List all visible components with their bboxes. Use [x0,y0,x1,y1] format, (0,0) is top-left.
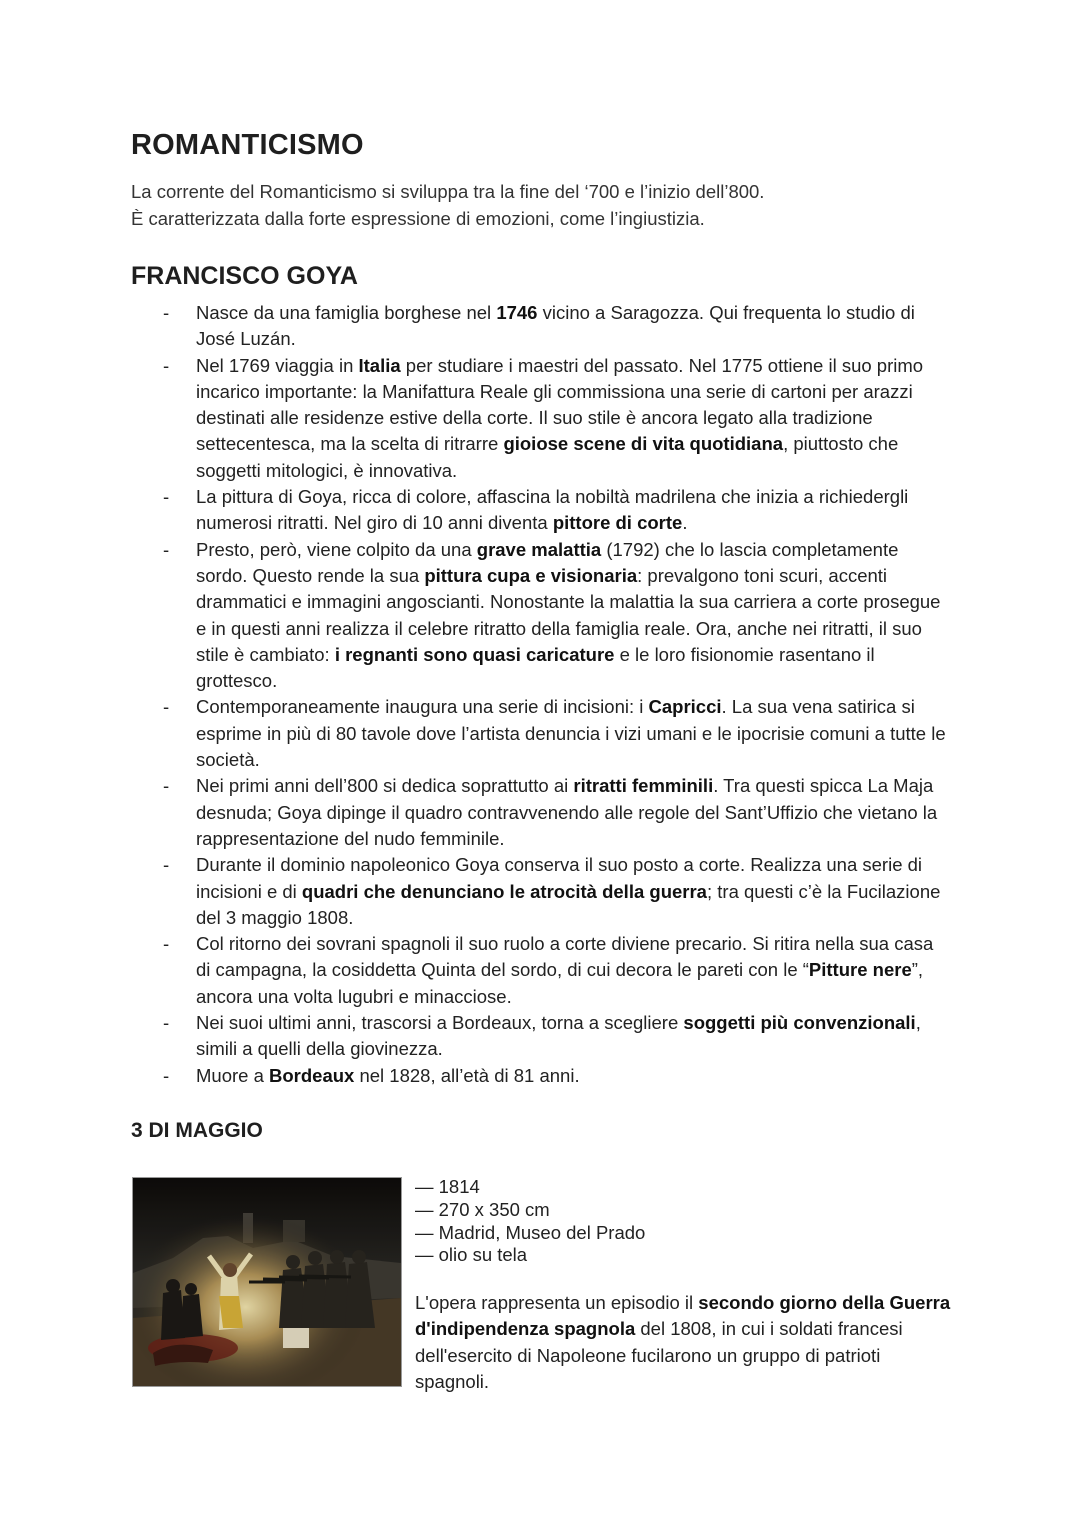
text-segment: ; tra questi c’è la Fucilazione del 3 maggio 1808. [196,880,941,928]
text-segment: Nei suoi ultimi anni, trascorsi a Bordeaux, torna a scegliere [196,1012,684,1034]
text-segment: per studiare i maestri del passato. Nel 1775 ottiene il suo primo incarico importante: la Manifattura Reale gli commissiona una serie di cartoni per arazzi destinati alle residenze estive della corte. Il suo stile è ancora legato alla tradizione settecentesca, ma la scelta di ritrarre [196,354,924,455]
bullet-dash: - [163,486,170,508]
biography-item [131,537,951,695]
artwork-title: 3 DI MAGGIO [131,1119,263,1142]
text-segment: Nasce da una famiglia borghese nel [196,302,497,323]
artwork-fact: — olio su tela [415,1244,528,1266]
biography-item [131,694,951,773]
bold-text: Italia [358,354,401,376]
bold-text: pittura cupa e visionaria [424,564,638,586]
intro-line: È caratterizzata dalla forte espressione di emozioni, come l’ingiustizia. [131,207,705,229]
biography-item [131,1010,951,1063]
text-segment: Nel 1769 viaggia in [196,354,359,376]
bold-text: soggetti più convenzionali [683,1012,916,1034]
artwork-fact: — 1814 [415,1176,480,1197]
artwork-facts-list [415,1176,645,1267]
bold-text: pittore di corte [552,512,683,534]
text-segment: del 1808, in cui i soldati francesi dell'esercito di Napoleone fucilarono un gruppo di patrioti spagnoli. [415,1318,903,1392]
text-segment: e le loro fisionomie rasentano il grottesco. [196,643,875,692]
biography-item [131,773,951,852]
text-segment: ”, ancora una volta lugubri e minacciose. [196,959,924,1007]
text-segment: L'opera rappresenta un episodio il [415,1292,699,1313]
artwork-description [415,1290,955,1395]
bold-text: ritratti femminili [573,775,714,797]
bullet-dash: - [163,1012,170,1034]
text-segment: nel 1828, all’età di 81 anni. [354,1064,580,1086]
artwork-fact: — Madrid, Museo del Prado [415,1221,646,1243]
bold-text: secondo giorno della Guerra d'indipendenza spagnola [415,1292,951,1340]
text-segment: , piuttosto che soggetti mitologici, è innovativa. [196,433,899,481]
bullet-dash: - [163,538,170,560]
text-segment: Col ritorno dei sovrani spagnoli il suo ruolo a corte diviene precario. Si ritira nella sua casa di campagna, la cosiddetta Quinta del sordo, di cui decora le pareti con le “ [196,933,934,981]
intro-paragraph [131,179,951,232]
text-segment: Contemporaneamente inaugura una serie di incisioni: i [196,696,649,718]
bullet-dash: - [163,1064,170,1086]
biography-item [131,931,951,1010]
bold-text: gioiose scene di vita quotidiana [503,433,784,455]
section-title: FRANCISCO GOYA [131,262,358,290]
bold-text: quadri che denunciano le atrocità della guerra [301,880,707,902]
bold-text: Pitture nere [808,959,912,981]
text-segment: , simili a quelli della giovinezza. [196,1012,921,1060]
bullet-dash: - [163,854,170,876]
biography-item [131,300,951,353]
text-segment: vicino a Saragozza. Qui frequenta lo studio di José Luzán. [196,302,915,350]
bold-text: i regnanti sono quasi caricature [334,643,615,665]
text-segment: . La sua vena satirica si esprime in più di 80 tavole dove l’artista denuncia i vizi umani e le ipocrisie comuni a tutte le società. [196,696,946,771]
bold-text: Bordeaux [269,1064,355,1086]
text-segment: : prevalgono toni scuri, accenti drammatici e immagini angoscianti. Nonostante la malattia la sua carriera a corte prosegue e in questi anni realizza il celebre ritratto della famiglia reale. Ora, anche nei ritratti, il suo stile è cambiato: [196,564,941,665]
intro-line: La corrente del Romanticismo si sviluppa tra la fine del ‘700 e l’inizio dell’800. [131,181,765,202]
biography-item [131,353,951,484]
page-title: ROMANTICISMO [131,129,364,161]
biography-item [131,1063,951,1089]
text-segment: Presto, però, viene colpito da una [196,538,477,560]
artwork-fact: — 270 x 350 cm [415,1198,550,1220]
biography-item [131,852,951,931]
bold-text: grave malattia [476,538,602,560]
biography-list [131,300,951,1089]
painting-image [132,1177,402,1387]
biography-item [131,484,951,537]
text-segment: La pittura di Goya, ricca di colore, affascina la nobiltà madrilena che inizia a richiedergli numerosi ritratti. Nel giro di 10 anni diventa [196,486,909,534]
bullet-dash: - [163,933,170,955]
bullet-dash: - [163,696,170,718]
text-segment: (1792) che lo lascia completamente sordo. Questo rende la sua [196,538,899,586]
text-segment: Muore a [196,1064,270,1086]
bold-text: 1746 [496,302,538,323]
bullet-dash: - [163,302,170,323]
text-segment: Nei primi anni dell’800 si dedica soprattutto ai [196,775,574,797]
text-segment: Durante il dominio napoleonico Goya conserva il suo posto a corte. Realizza una serie di incisioni e di [196,854,923,902]
text-segment: . [682,512,688,534]
bullet-dash: - [163,775,170,797]
bold-text: Capricci [648,696,722,718]
bullet-dash: - [163,354,170,376]
text-segment: . Tra questi spicca La Maja desnuda; Goya dipinge il quadro contravvenendo alle regole del Sant’Uffizio che vietano la rappresentazione del nudo femminile. [196,775,938,849]
